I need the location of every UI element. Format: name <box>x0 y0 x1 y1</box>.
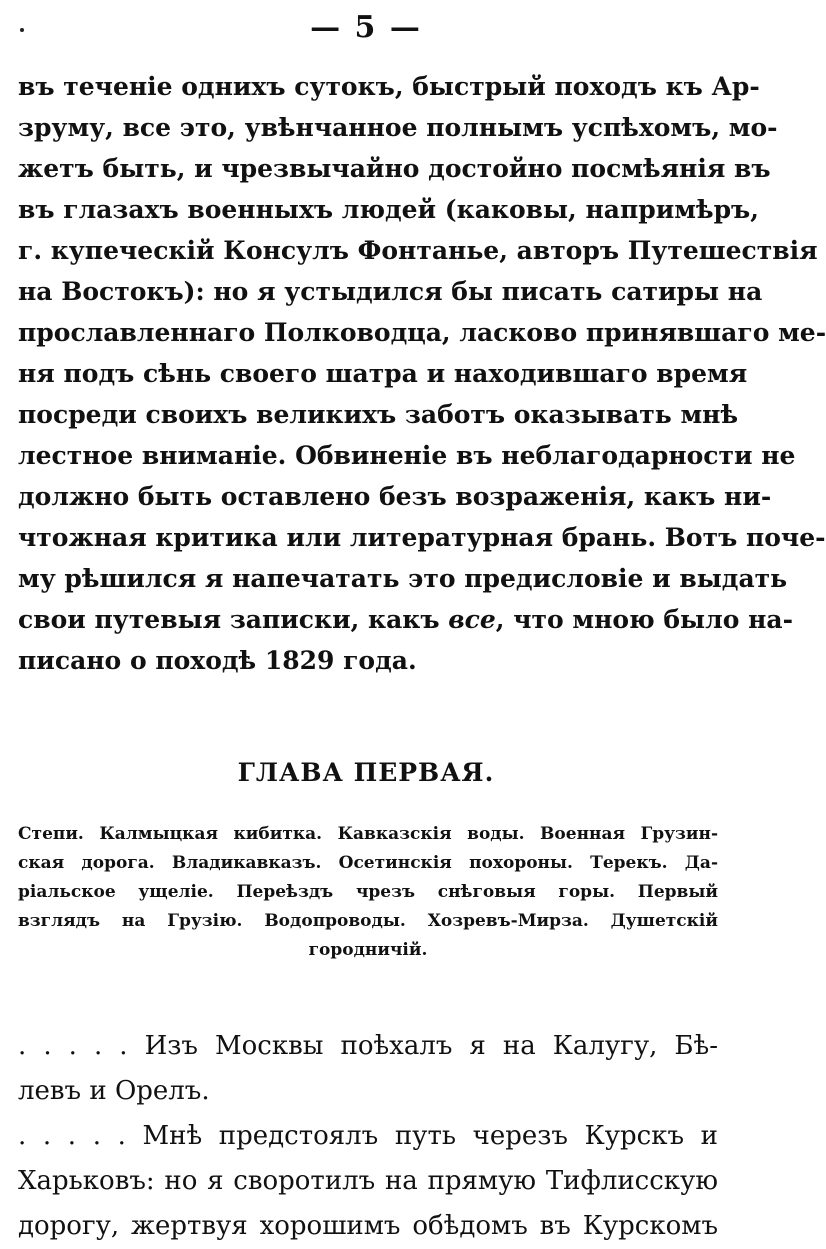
chapter-title: ГЛАВА ПЕРВАЯ. <box>237 758 495 787</box>
text-line: ня подъ сѣнь своего шатра и находившаго время <box>18 359 748 388</box>
intro-paragraph <box>18 66 826 681</box>
text-line: въ глазахъ военныхъ людей (каковы, напримѣръ, <box>18 195 759 224</box>
body-line: . . . . . Изъ Москвы поѣхалъ я на Калугу, Бѣ- <box>18 1031 718 1061</box>
text-line: на Востокъ): но я устыдился бы писать сатиры на <box>18 277 763 306</box>
text-line-with-italic <box>18 599 793 640</box>
text-line: писано о походѣ 1829 года. <box>18 646 417 675</box>
text-line: посреди своихъ великихъ заботъ оказывать мнѣ <box>18 400 739 429</box>
summary-line: ріальское ущеліе. Переѣздъ чрезъ снѣговыя горы. Первый <box>18 882 718 902</box>
chapter-summary <box>18 820 718 965</box>
text-fragment: свои путевыя записки, какъ <box>18 605 449 634</box>
body-line: . . . . . Мнѣ предстоялъ путь черезъ Курскъ и <box>18 1121 718 1151</box>
text-line: зруму, все это, увѣнчанное полнымъ успѣхомъ, мо- <box>18 113 778 142</box>
text-fragment: , что мною было на- <box>495 605 793 634</box>
text-line: должно быть оставлено безъ возраженія, какъ ни- <box>18 482 772 511</box>
text-line: прославленнаго Полководца, ласково принявшаго ме- <box>18 318 826 347</box>
text-line: г. купеческій Консулъ Фонтанье, авторъ Путешествія <box>18 236 818 265</box>
text-line: чтожная критика или литературная брань. Вотъ поче- <box>18 523 826 552</box>
summary-line: ская дорога. Владикавказъ. Осетинскія похороны. Терекъ. Да- <box>18 853 718 873</box>
body-line: левъ и Орелъ. <box>18 1076 210 1106</box>
italic-word: все <box>448 605 496 634</box>
text-line: въ теченіе однихъ сутокъ, быстрый походъ къ Ар- <box>18 72 760 101</box>
summary-line: взглядъ на Грузію. Водопроводы. Хозревъ-Мирза. Душетскій <box>18 911 718 931</box>
summary-line: городничій. <box>308 940 428 960</box>
summary-line: Степи. Калмыцкая кибитка. Кавказскія воды. Военная Грузин- <box>18 824 718 844</box>
chapter-body <box>18 1024 718 1249</box>
text-line: жетъ быть, и чрезвычайно достойно посмѣянія въ <box>18 154 771 183</box>
page-number: — 5 — <box>310 10 422 45</box>
body-line: дорогу, жертвуя хорошимъ обѣдомъ въ Курскомъ <box>18 1211 718 1241</box>
text-line: му рѣшился я напечатать это предисловіе и выдать <box>18 564 788 593</box>
text-line: лестное вниманіе. Обвиненіе въ неблагодарности не <box>18 441 796 470</box>
body-line: Харьковъ: но я своротилъ на прямую Тифлисскую <box>18 1166 718 1196</box>
